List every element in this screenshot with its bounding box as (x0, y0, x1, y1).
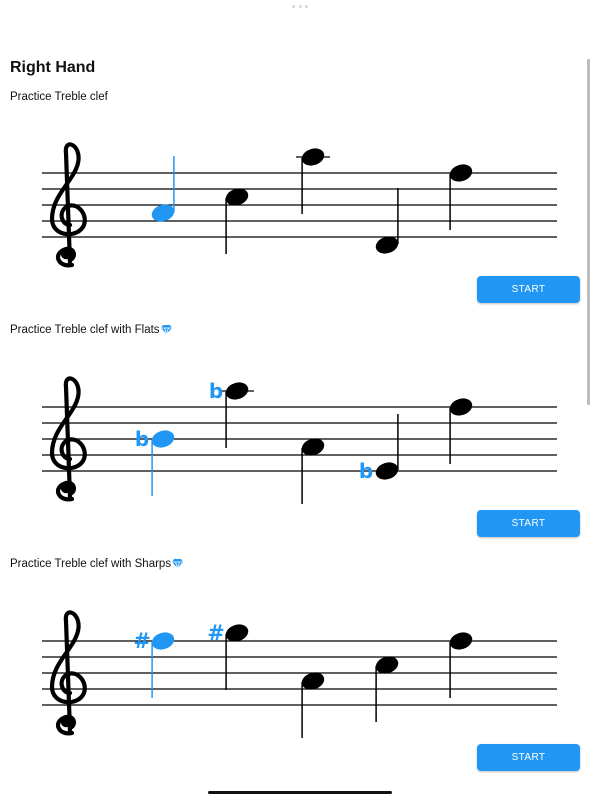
page-title: Right Hand (10, 59, 96, 76)
music-staff-treble (0, 130, 600, 280)
scrollbar[interactable] (587, 59, 590, 405)
multitasking-handle-icon[interactable] (292, 5, 308, 8)
exercise-title-label: Practice Treble clef (10, 91, 108, 103)
note-2[interactable] (209, 379, 254, 448)
note-3[interactable] (300, 670, 327, 738)
home-indicator[interactable] (208, 791, 392, 794)
note-5[interactable] (448, 630, 475, 698)
exercise-title-treble (10, 91, 108, 103)
flat-sign: b (358, 459, 374, 483)
note-head (374, 460, 401, 483)
start-button-flats[interactable]: START (477, 510, 580, 537)
note-head (448, 162, 475, 185)
note-4[interactable] (374, 188, 401, 256)
note-head (224, 380, 251, 403)
note-4[interactable] (374, 654, 401, 722)
exercise-title-label: Practice Treble clef with Sharps (10, 558, 172, 570)
start-button-sharps[interactable]: START (477, 744, 580, 771)
note-head (150, 630, 177, 653)
exercise-title-label: Practice Treble clef with Flats (10, 324, 160, 336)
note-4[interactable] (359, 414, 401, 483)
exercise-title-flats (10, 324, 172, 336)
note-5[interactable] (448, 396, 475, 464)
music-staff-flats (0, 364, 600, 514)
diamond-icon (161, 325, 172, 334)
sharp-sign: # (133, 629, 151, 653)
note-3[interactable] (300, 436, 327, 504)
note-2[interactable] (207, 621, 250, 690)
music-staff-sharps (0, 598, 600, 748)
note-head (448, 396, 475, 419)
note-head (150, 428, 177, 451)
note-1[interactable] (133, 629, 176, 698)
sharp-sign: # (207, 621, 225, 645)
diamond-icon (172, 559, 183, 568)
note-head (300, 146, 327, 169)
exercise-title-sharps (10, 558, 183, 570)
note-3[interactable] (296, 146, 330, 214)
note-5[interactable] (448, 162, 475, 230)
note-1[interactable] (135, 427, 177, 496)
flat-sign: b (208, 379, 224, 403)
note-2[interactable] (224, 186, 251, 254)
start-button-treble[interactable]: START (477, 276, 580, 303)
flat-sign: b (134, 427, 150, 451)
note-1[interactable] (150, 156, 177, 224)
note-head (448, 630, 475, 653)
